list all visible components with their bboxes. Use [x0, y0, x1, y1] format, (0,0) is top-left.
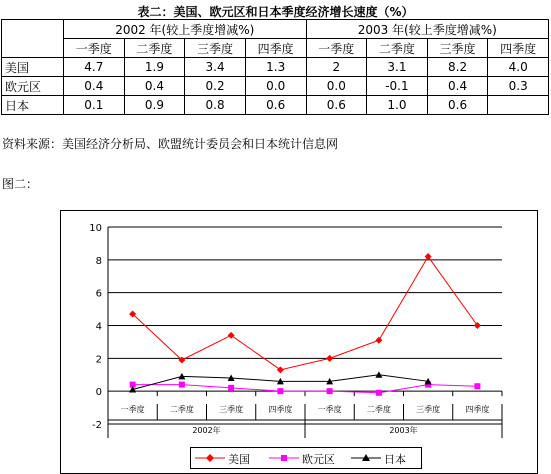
table-cell: 0.8: [185, 96, 246, 115]
table-cell: 4.0: [488, 58, 549, 77]
x-tick-label: 一季度: [317, 405, 342, 414]
table-cell: 3.1: [367, 58, 428, 77]
quarter-header: 一季度: [64, 39, 125, 58]
data-point: [228, 385, 234, 391]
y-tick-label: 2: [95, 354, 102, 366]
quarter-header: 二季度: [124, 39, 185, 58]
quarter-header: 三季度: [427, 39, 488, 58]
year-group-label: 2002年: [192, 426, 221, 435]
legend-label-eurozone: 欧元区: [302, 453, 335, 466]
data-point: [228, 332, 235, 339]
year-group-label: 2003年: [389, 426, 418, 435]
y-tick-label: 6: [95, 288, 102, 300]
legend-label-japan: 日本: [384, 453, 406, 466]
row-label-us: 美国: [2, 58, 64, 77]
legend-item-japan: [351, 451, 417, 465]
table-cell: 1.0: [367, 96, 428, 115]
table-cell: 1.9: [124, 58, 185, 77]
data-point: [375, 337, 382, 344]
y-tick-label: 10: [89, 223, 102, 234]
table-cell: 0.4: [427, 77, 488, 96]
table-cell: 0.1: [64, 96, 125, 115]
data-point: [425, 253, 432, 260]
x-tick-label: 三季度: [219, 405, 244, 414]
year-header-2002: 2002 年(较上季度增减%): [64, 20, 307, 39]
table-cell: 4.7: [64, 58, 125, 77]
table-cell: 0.0: [306, 77, 367, 96]
row-label-japan: 日本: [2, 96, 64, 115]
table-cell: 0.6: [245, 96, 306, 115]
table-title: 表二：美国、欧元区和日本季度经济增长速度（%）: [137, 5, 414, 19]
data-point: [474, 322, 481, 329]
table-cell: 0.2: [185, 77, 246, 96]
legend-marker-square-icon: [269, 451, 299, 465]
table-cell: -0.1: [367, 77, 428, 96]
table-cell: 0.3: [488, 77, 549, 96]
data-point: [326, 355, 333, 362]
table-cell: 2: [306, 58, 367, 77]
x-tick-label: 二季度: [366, 405, 391, 414]
data-point: [277, 388, 283, 394]
y-tick-label: -2: [92, 420, 102, 431]
table-cell: 0.4: [64, 77, 125, 96]
quarter-header: 四季度: [245, 39, 306, 58]
figure-label: 图二：: [2, 177, 39, 191]
y-tick-label: 0: [95, 387, 102, 399]
legend-marker-diamond-icon: [195, 451, 225, 465]
data-point: [474, 383, 480, 389]
quarter-header: 四季度: [488, 39, 549, 58]
quarter-header: 三季度: [185, 39, 246, 58]
table-cell: 0.4: [124, 77, 185, 96]
legend-label-us: 美国: [228, 453, 250, 466]
data-point: [277, 366, 284, 373]
table-cell: 0.6: [427, 96, 488, 115]
legend-marker-triangle-icon: [351, 451, 381, 465]
data-point: [179, 382, 185, 388]
x-tick-label: 三季度: [416, 405, 441, 414]
row-label-eurozone: 欧元区: [2, 77, 64, 96]
table-cell: 8.2: [427, 58, 488, 77]
table-cell: 0.0: [245, 77, 306, 96]
quarter-header: 二季度: [367, 39, 428, 58]
data-point: [376, 390, 382, 396]
legend-item-us: [195, 451, 265, 465]
data-point: [375, 371, 382, 378]
y-tick-label: 8: [95, 255, 102, 267]
x-tick-label: 二季度: [169, 405, 194, 414]
series-line: [133, 257, 478, 370]
quarter-header: 一季度: [306, 39, 367, 58]
table-cell: 1.3: [245, 58, 306, 77]
chart-legend: [190, 447, 422, 469]
table-cell: 0.6: [306, 96, 367, 115]
year-header-2003: 2003 年(较上季度增减%): [306, 20, 549, 39]
x-tick-label: 一季度: [120, 405, 145, 414]
table-cell: 0.9: [124, 96, 185, 115]
x-tick-label: 四季度: [465, 405, 490, 414]
table-cell: 3.4: [185, 58, 246, 77]
y-tick-label: 4: [95, 321, 102, 333]
source-note: 资料来源：美国经济分析局、欧盟统计委员会和日本统计信息网: [2, 137, 339, 151]
data-point: [327, 388, 333, 394]
x-tick-label: 四季度: [268, 405, 293, 414]
legend-item-eurozone: [269, 451, 349, 465]
